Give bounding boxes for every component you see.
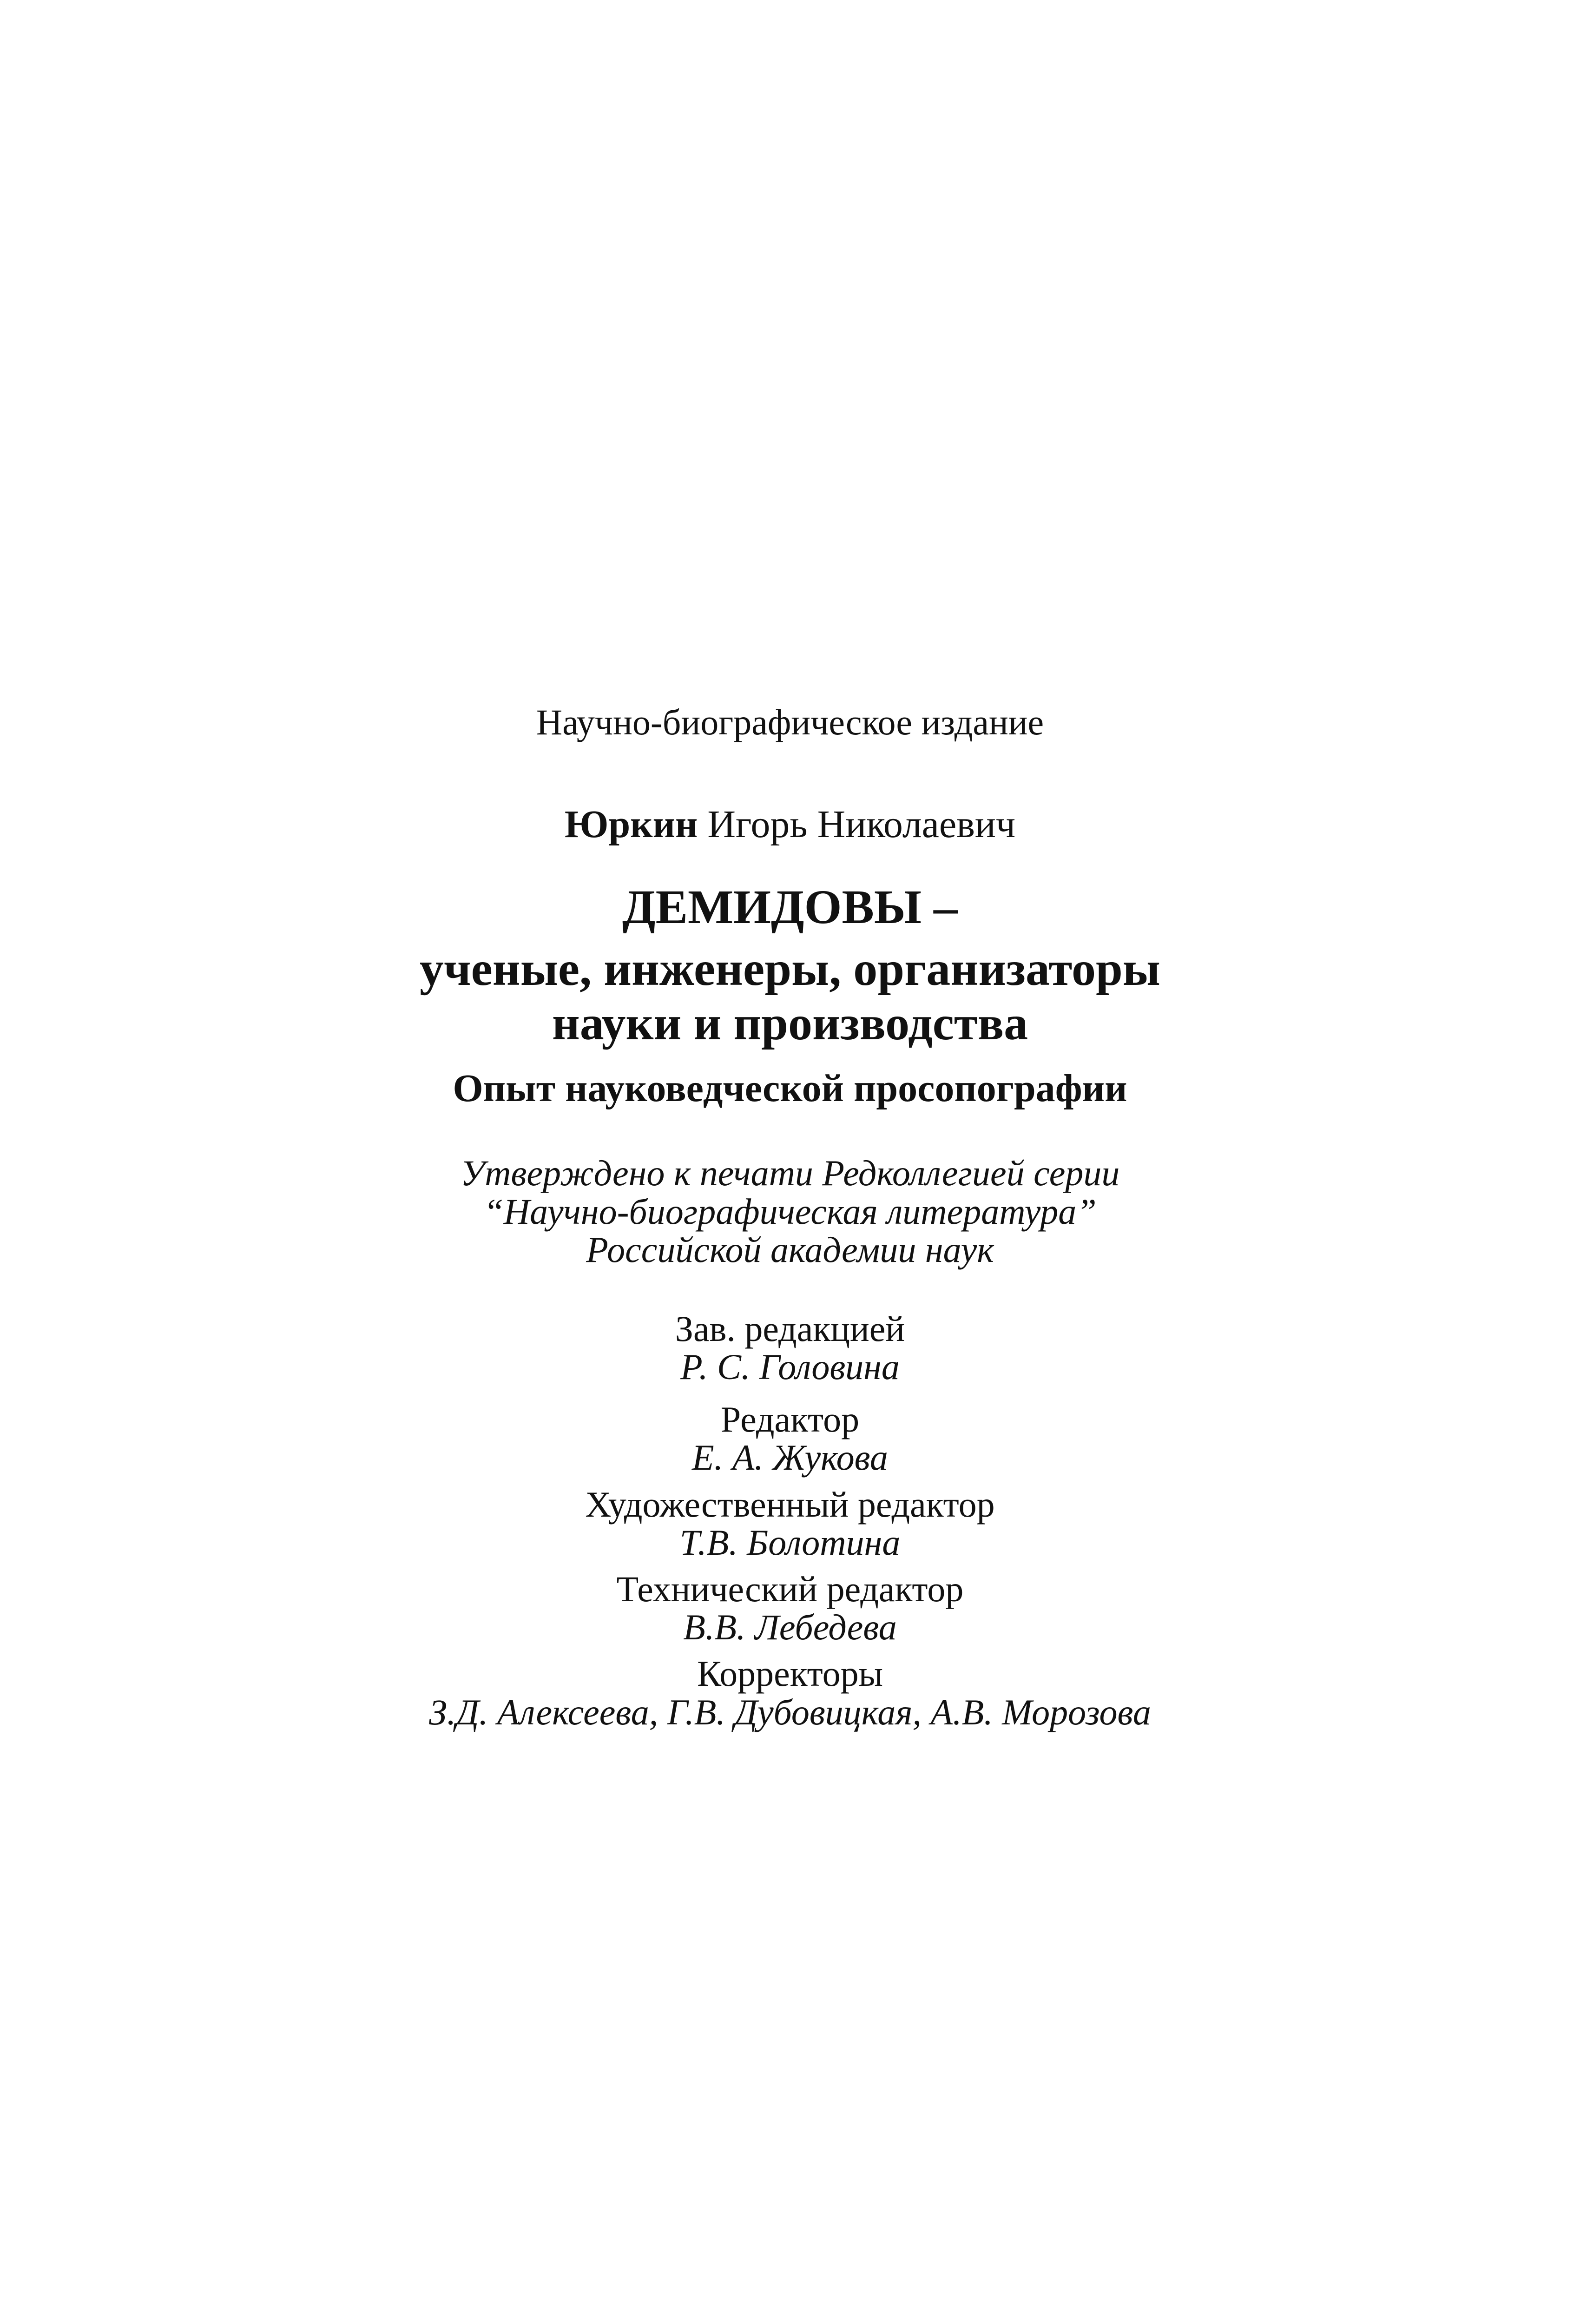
edition-type: Научно-биографическое издание bbox=[536, 702, 1044, 742]
author-given-names: Игорь Николаевич bbox=[707, 803, 1016, 846]
book-title-line-3: науки и производства bbox=[552, 997, 1028, 1050]
book-title-line-2: ученые, инженеры, организаторы bbox=[419, 942, 1161, 996]
approval-line-1: Утверждено к печати Редколлегией серии bbox=[460, 1153, 1120, 1193]
credit-role-art-editor: Художественный редактор bbox=[585, 1484, 995, 1525]
credit-role-editor: Редактор bbox=[720, 1399, 860, 1439]
credit-name-proofreaders: З.Д. Алексеева, Г.В. Дубовицкая, А.В. Морозова bbox=[429, 1692, 1151, 1732]
credit-name-technical-editor: В.В. Лебедева bbox=[683, 1607, 897, 1647]
credit-name-art-editor: Т.В. Болотина bbox=[679, 1522, 901, 1563]
credit-name-editor: Е. А. Жукова bbox=[692, 1437, 888, 1478]
book-subtitle: Опыт науковедческой просопографии bbox=[453, 1067, 1127, 1110]
credit-role-chief-editor: Зав. редакцией bbox=[675, 1308, 905, 1349]
credit-role-proofreaders: Корректоры bbox=[697, 1653, 883, 1694]
approval-line-3: Российской академии наук bbox=[586, 1229, 994, 1270]
author-surname: Юркин bbox=[564, 803, 698, 846]
credit-role-technical-editor: Технический редактор bbox=[616, 1569, 964, 1609]
credit-name-chief-editor: Р. С. Головина bbox=[680, 1347, 900, 1387]
book-title-line-1: ДЕМИДОВЫ – bbox=[622, 880, 958, 934]
approval-line-2: “Научно-биографическая литература” bbox=[483, 1191, 1097, 1232]
author-line bbox=[0, 805, 1580, 844]
